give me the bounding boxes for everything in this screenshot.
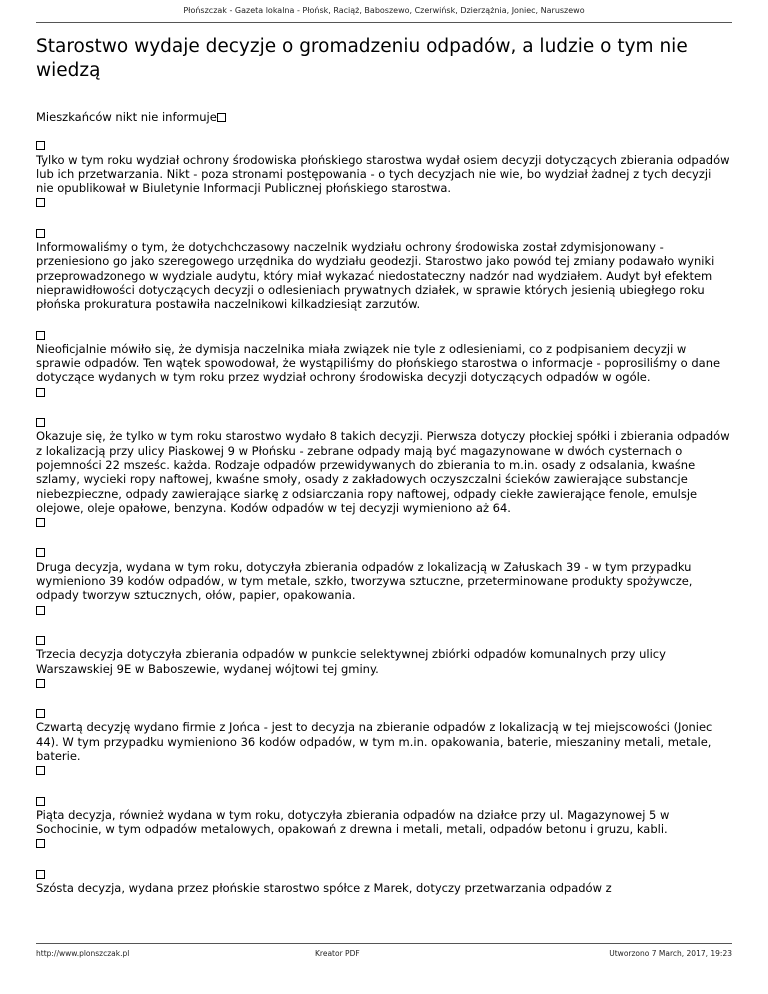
article-paragraph-7 [36, 706, 732, 777]
article-paragraph-2 [36, 226, 732, 312]
missing-glyph-icon [36, 518, 45, 527]
missing-glyph-icon [36, 606, 45, 615]
missing-glyph-icon [36, 388, 45, 397]
missing-glyph-icon [36, 636, 45, 645]
paragraph-text: Szósta decyzja, wydana przez płońskie starostwo spółce z Marek, dotyczy przetwarzania odpadów z [36, 881, 612, 896]
missing-glyph-icon [36, 229, 45, 238]
missing-glyph-icon [36, 797, 45, 806]
missing-glyph-icon [36, 870, 45, 879]
article-title: Starostwo wydaje decyzje o gromadzeniu odpadów, a ludzie o tym nie wiedzą [36, 36, 688, 81]
missing-glyph-icon [36, 839, 45, 848]
header-divider [36, 22, 732, 23]
missing-glyph-icon [36, 766, 45, 775]
missing-glyph-icon [36, 141, 45, 150]
paragraph-text: Czwartą decyzję wydano firmie z Jońca - jest to decyzja na zbieranie odpadów z lokalizacją w tej miejscowości (Joniec 44). W tym przypadku wymieniono 36 kodów odpadów, w tym m.in. opakowania, baterie, mieszaniny metali, metale, baterie. [36, 720, 713, 763]
missing-glyph-icon [36, 331, 45, 340]
article-paragraph-4 [36, 415, 732, 529]
paragraph-text: Druga decyzja, wydana w tym roku, dotyczyła zbierania odpadów z lokalizacją w Załuskach 39 - w tym przypadku wymieniono 39 kodów odpadów, w tym metale, szkło, tworzywa sztuczne, przeterminowane produkty spożywcze, odpady tworzyw sztucznych, ołów, papier, opakowania. [36, 559, 693, 603]
footer-generator: Kreator PDF [315, 949, 360, 958]
article-paragraph-8 [36, 794, 732, 851]
missing-glyph-icon [36, 548, 45, 557]
article-body [36, 110, 732, 895]
article-lead-text: Mieszkańców nikt nie informuje [36, 110, 217, 124]
missing-glyph-icon [36, 198, 45, 207]
paragraph-text: Trzecia decyzja dotyczyła zbierania odpadów w punkcie selektywnej zbiórki odpadów komunalnych przy ulicy Warszawskiej 9E w Baboszewie, wydanej wójtowi tej gminy. [36, 647, 666, 676]
footer-created-date: Utworzono 7 March, 2017, 19:23 [609, 949, 732, 958]
missing-glyph-icon [36, 679, 45, 688]
paragraph-text: Nieoficjalnie mówiło się, że dymisja naczelnika miała związek nie tyle z odlesieniami, co z podpisaniem decyzji w sprawie odpadów. Ten wątek spowodował, że wystąpiliśmy do płońskiego starostwa o informacje - poprosiliśmy o dane dotyczące wydanych w tym roku przez wydział ochrony środowiska decyzji dotyczących odpadów w ogóle. [36, 341, 721, 385]
article-paragraph-9 [36, 867, 732, 896]
article-paragraph-6 [36, 633, 732, 690]
paragraph-text: Okazuje się, że tylko w tym roku starostwo wydało 8 takich decyzji. Pierwsza dotyczy płockiej spółki i zbierania odpadów z lokalizacją przy ulicy Piaskowej 9 w Płońsku - zebrane odpady mają być magazynowane w dwóch cysternach o pojemności 22 msześc. każda. Rodzaje odpadów przewidywanych do zbierania to m.in. osady z odsalania, kwaśne szlamy, wycieki ropy naftowej, kwaśne smoły, osady z zakładowych oczyszczalni ścieków zawierające substancje niebezpieczne, odpady zawierające siarkę z odsiarczania ropy naftowej, odpady ciekłe zawierające fenole, emulsje olejowe, oleje opałowe, benzyna. Kodów odpadów w tej decyzji wymieniono aż 64. [36, 429, 730, 515]
missing-glyph-icon [36, 418, 45, 427]
missing-glyph-icon [217, 113, 226, 122]
article-lead [36, 110, 732, 124]
paragraph-text: Tylko w tym roku wydział ochrony środowiska płońskiego starostwa wydał osiem decyzji dotyczących zbierania odpadów lub ich przetwarzania. Nikt - poza stronami postępowania - o tych decyzjach nie wie, bo wydział żadnej z tych decyzji nie opublikował w Biuletynie Informacji Publicznej płońskiego starostwa. [36, 152, 730, 196]
paragraph-text: Informowaliśmy o tym, że dotychchczasowy naczelnik wydziału ochrony środowiska został zdymisjonowany - przeniesiono go jako szeregowego urzędnika do wydziału geodezji. Starostwo jako powód tej zmiany podawało wyniki przeprowadzonego w wydziale audytu, który miał wykazać niedostateczny nadzór nad wydziałem. Audyt był efektem nieprawidłowości dotyczących decyzji o odlesieniach prywatnych działek, w sprawie których jesienią ubiegłego roku płońska prokuratura postawiła naczelnikowi kilkadziesiąt zarzutów. [36, 240, 715, 312]
footer-url: http://www.plonszczak.pl [36, 949, 130, 958]
page-header: Płońszczak - Gazeta lokalna - Płońsk, Raciąż, Baboszewo, Czerwińsk, Dzierzążnia, Joniec, Naruszewo [183, 6, 585, 15]
article-paragraph-1 [36, 138, 732, 209]
missing-glyph-icon [36, 709, 45, 718]
article-paragraph-3 [36, 328, 732, 399]
footer-divider [36, 943, 732, 944]
paragraph-text: Piąta decyzja, również wydana w tym roku, dotyczyła zbierania odpadów na działce przy ul. Magazynowej 5 w Sochocinie, w tym odpadów metalowych, opakowań z drewna i metali, metali, odpadów betonu i gruzu, kabli. [36, 807, 670, 837]
article-paragraph-5 [36, 545, 732, 616]
